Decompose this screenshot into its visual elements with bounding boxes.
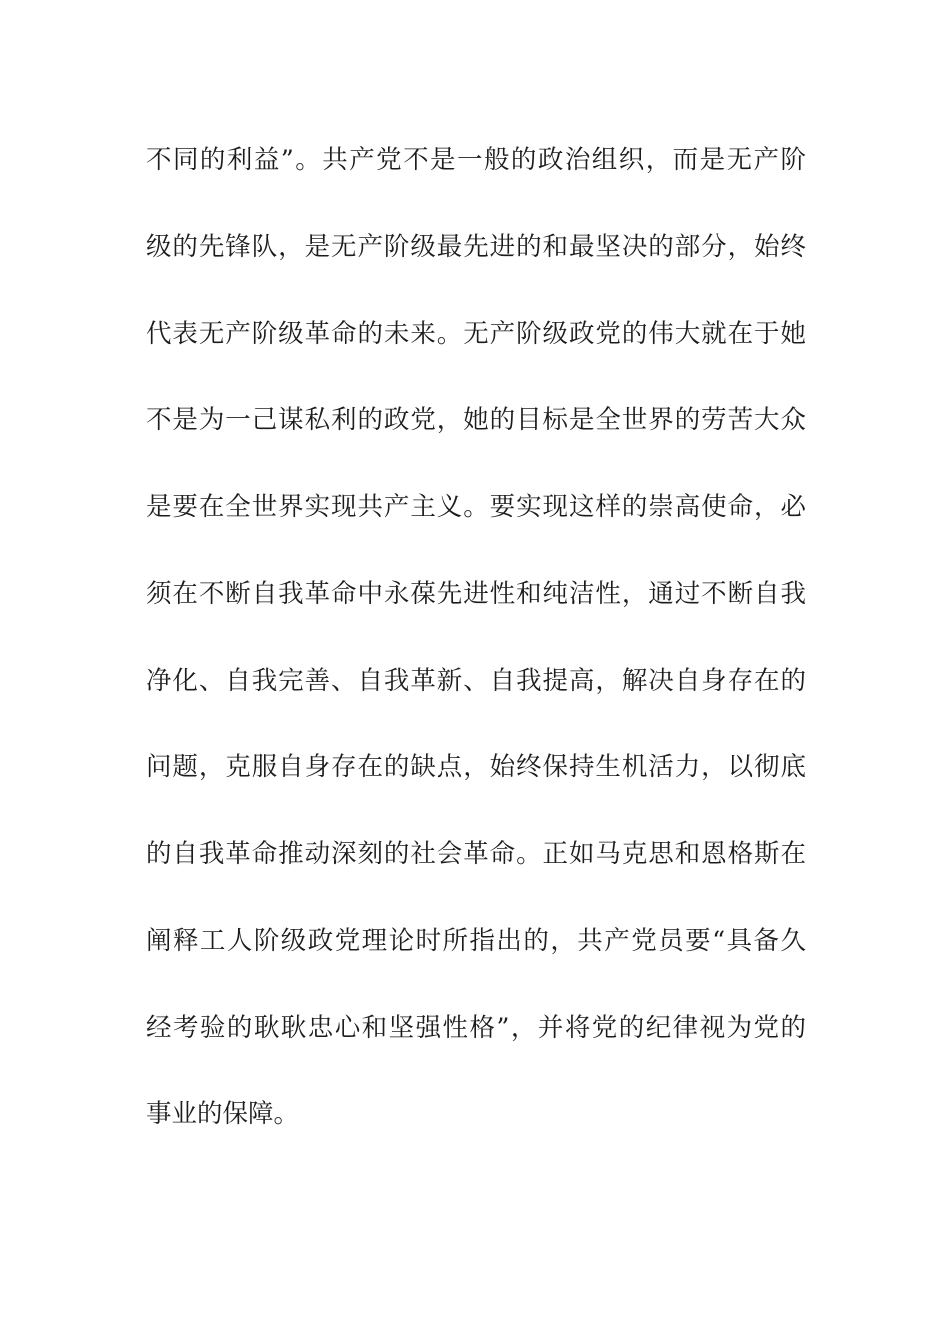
text-line: 不同的利益”。共产党不是一般的政治组织，而是无产阶 [146,145,806,175]
text-line: 代表无产阶级革命的未来。无产阶级政党的伟大就在于她 [146,318,806,349]
text-line: 净化、自我完善、自我革新、自我提高，解决自身存在的 [146,665,806,696]
body-paragraph [146,136,806,1177]
text-line: 是要在全世界实现共产主义。要实现这样的崇高使命，必 [146,492,806,522]
text-line: 级的先锋队，是无产阶级最先进的和最坚决的部分，始终 [146,231,806,262]
text-line: 事业的保障。 [146,1099,300,1130]
text-line: 须在不断自我革命中永葆先进性和纯洁性，通过不断自我 [146,578,806,609]
text-line: 不是为一己谋私利的政党，她的目标是全世界的劳苦大众 [146,405,806,436]
text-line: 的自我革命推动深刻的社会革命。正如马克思和恩格斯在 [146,839,806,869]
text-line: 问题，克服自身存在的缺点，始终保持生机活力，以彻底 [146,752,806,783]
text-line: 阐释工人阶级政党理论时所指出的，共产党员要“具备久 [146,925,806,956]
text-line: 经考验的耿耿忠心和坚强性格”，并将党的纪律视为党的 [146,1012,806,1043]
